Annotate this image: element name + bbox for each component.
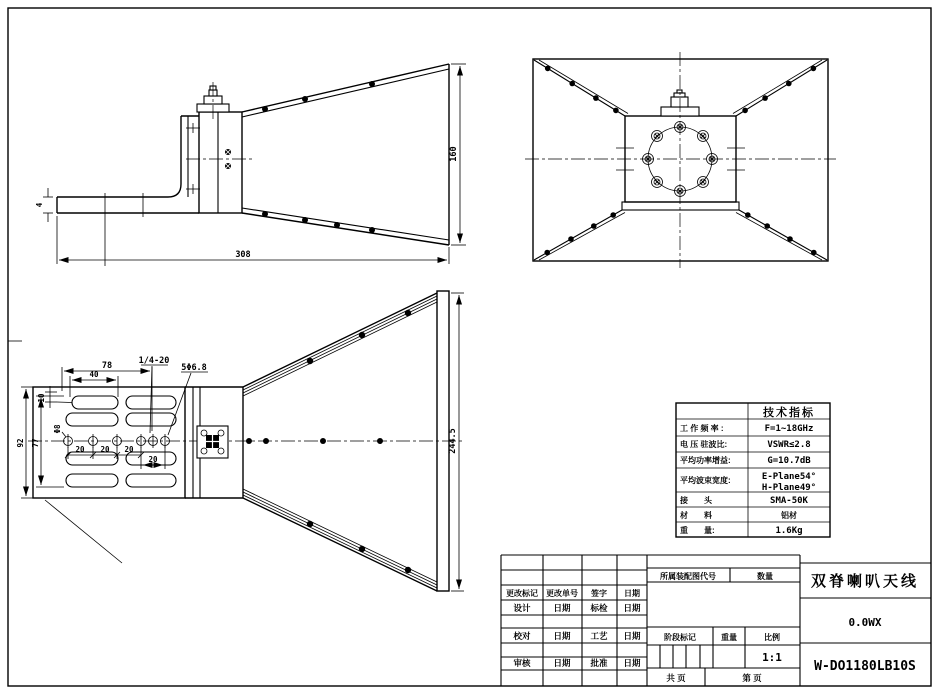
dim-20-2: 20 xyxy=(100,445,110,454)
tb-proof: 校对 xyxy=(513,631,531,641)
callout-quarter-20: 1/4-20 xyxy=(138,356,170,366)
tb-product-name: 双脊喇叭天线 xyxy=(810,573,920,590)
tb-std-check: 标检 xyxy=(590,603,608,613)
callout-5phi68: 5Φ6.8 xyxy=(181,363,207,373)
dim-308: 308 xyxy=(235,250,251,260)
spec-label-beam: 平均波束宽度: xyxy=(680,476,731,485)
spec-value-vswr: VSWR≤2.8 xyxy=(767,440,811,450)
dim-20-3: 20 xyxy=(124,445,134,454)
dim-plate-inner xyxy=(31,396,64,487)
dim-top-depth xyxy=(448,293,464,591)
title-block xyxy=(501,555,931,686)
dim-92: 92 xyxy=(16,438,25,448)
tb-scale: 比例 xyxy=(764,633,780,642)
spec-table xyxy=(676,403,830,537)
tb-date-h: 日期 xyxy=(624,589,640,598)
spec-value-freq: F=1~18GHz xyxy=(764,424,814,434)
tb-part-number: W-DO1180LB10S xyxy=(814,659,916,674)
spec-value-gain: G=10.7dB xyxy=(767,456,811,466)
tb-review: 审核 xyxy=(513,658,531,668)
tb-weight-value: 0.0WX xyxy=(848,616,882,629)
tb-date-6: 日期 xyxy=(623,658,641,668)
tb-sheet-total: 共 页 xyxy=(666,673,686,683)
dim-hole-pitches xyxy=(65,445,144,459)
dim-side-length xyxy=(57,216,449,264)
spec-label-gain: 平均功率增益: xyxy=(680,456,731,465)
dim-slot-offset xyxy=(37,386,72,408)
spec-value-material: 铝材 xyxy=(781,511,797,520)
dim-244-5: 244.5 xyxy=(448,428,458,454)
spec-label-freq: 工 作 频 率 : xyxy=(680,424,724,433)
tb-scale-value: 1:1 xyxy=(762,651,782,664)
spec-value-beam-e: E-Plane54° xyxy=(761,472,817,482)
top-view xyxy=(16,291,464,591)
spec-label-vswr: 电 压 驻波比: xyxy=(680,440,728,449)
dim-20-1: 20 xyxy=(75,445,85,454)
dim-77: 77 xyxy=(31,438,40,448)
dim-20-4: 20 xyxy=(148,455,158,464)
tb-process: 工艺 xyxy=(590,631,608,641)
dim-hole-dia xyxy=(53,424,66,437)
dim-bracket-thickness xyxy=(35,188,53,222)
plate-slots xyxy=(66,396,176,487)
sma-connector-side xyxy=(197,82,229,122)
tb-weight: 重量 xyxy=(721,633,737,642)
sma-flange-top xyxy=(197,426,228,458)
dim-160: 160 xyxy=(449,146,459,162)
spec-value-weight: 1.6Kg xyxy=(775,526,803,536)
dim-side-height xyxy=(449,64,466,245)
dim-78: 78 xyxy=(101,361,113,371)
sheet-frame xyxy=(8,8,931,686)
tb-date-3: 日期 xyxy=(553,631,571,641)
spec-label-connector: 接 头 xyxy=(680,496,712,505)
dim-10: 10 xyxy=(37,393,46,403)
tb-assembly-code: 所属装配图代号 xyxy=(660,572,716,581)
front-view xyxy=(525,52,836,268)
callout-thread xyxy=(139,356,170,433)
tb-date-2: 日期 xyxy=(623,603,641,613)
dim-slot-length xyxy=(70,370,118,397)
spec-label-material: 材 料 xyxy=(680,511,712,520)
tb-change-no: 更改单号 xyxy=(546,589,578,598)
tb-qty: 数量 xyxy=(757,572,773,581)
tb-sheet-no: 第 页 xyxy=(742,673,762,683)
dim-phi8: Φ8 xyxy=(53,424,62,434)
spec-title: 技术指标 xyxy=(763,407,815,419)
tb-design: 设计 xyxy=(513,603,531,613)
tb-change-mark: 更改标记 xyxy=(506,589,538,598)
tb-stage-mark: 阶段标记 xyxy=(664,633,696,642)
tb-date-1: 日期 xyxy=(553,603,571,613)
flare-screws-top xyxy=(246,310,411,573)
tb-sign: 签字 xyxy=(591,589,607,598)
dim-40: 40 xyxy=(89,370,99,379)
spec-label-weight: 重 量: xyxy=(680,526,715,535)
side-view xyxy=(35,64,466,266)
tb-date-5: 日期 xyxy=(553,658,571,668)
tb-approve: 批准 xyxy=(590,658,608,668)
spec-value-connector: SMA-50K xyxy=(770,496,808,506)
tb-date-4: 日期 xyxy=(623,631,641,641)
dim-4: 4 xyxy=(35,202,44,208)
spec-value-beam-h: H-Plane49° xyxy=(761,483,817,493)
